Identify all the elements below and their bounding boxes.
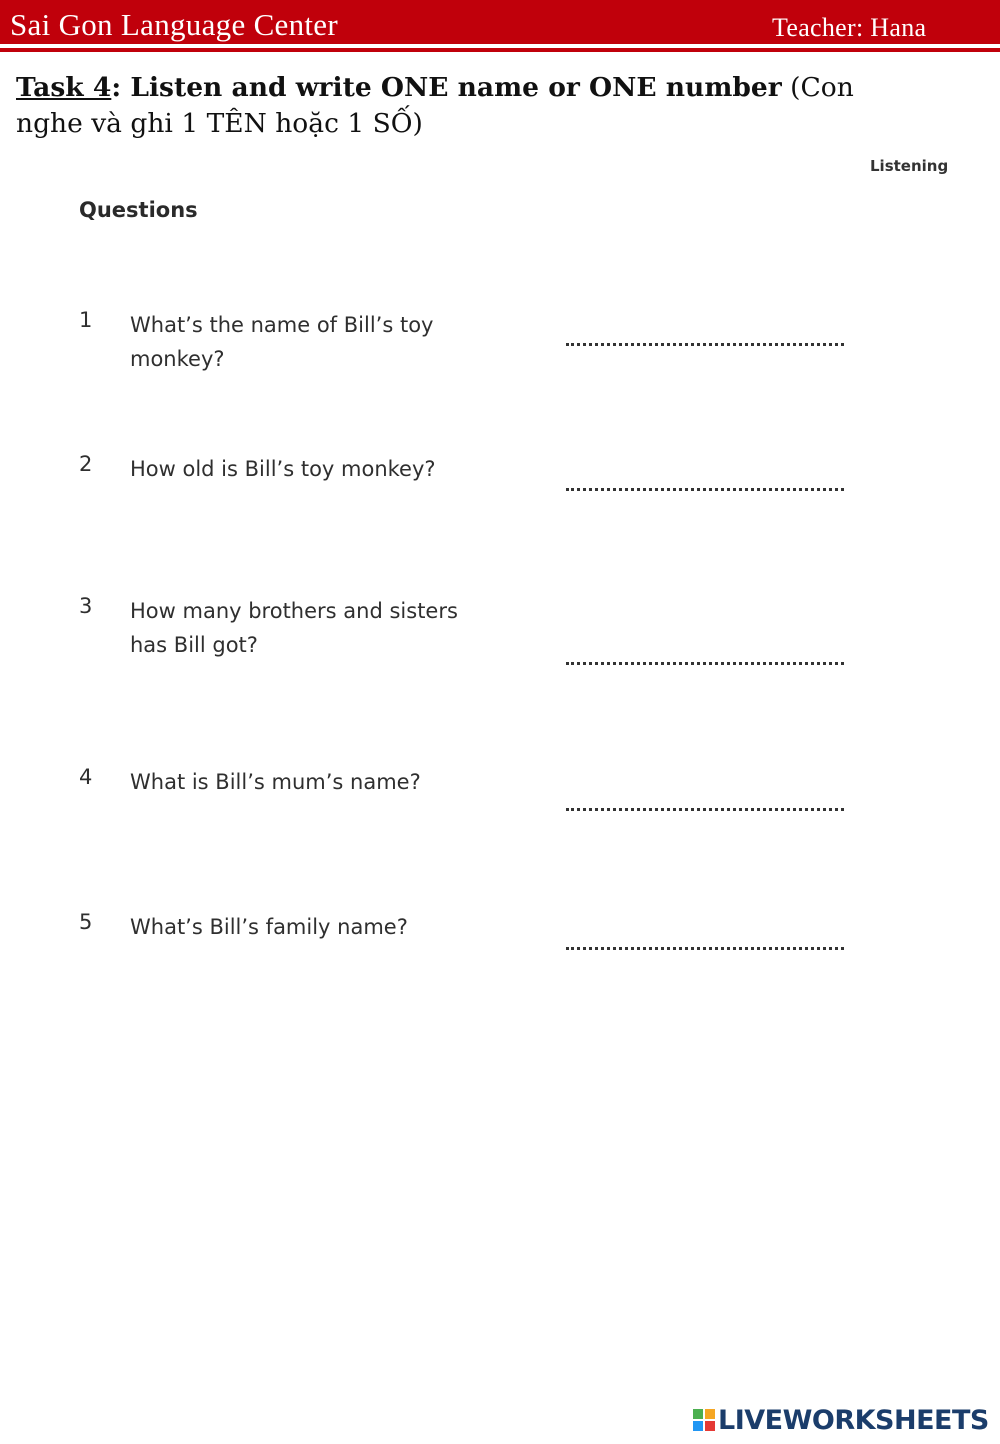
liveworksheets-logo	[693, 1402, 989, 1438]
task-separator: :	[111, 72, 131, 103]
question-text: What’s Bill’s family name?	[130, 915, 408, 939]
question-text: What’s the name of Bill’s toy monkey?	[130, 313, 434, 371]
task-instruction	[16, 70, 916, 142]
answer-line-5[interactable]	[566, 944, 844, 950]
liveworksheets-logo-icon	[693, 1409, 715, 1431]
question-number: 4	[79, 765, 93, 789]
task-label: Task 4	[16, 72, 112, 103]
question-number: 2	[79, 452, 93, 476]
question-number: 5	[79, 910, 93, 934]
answer-line-4[interactable]	[566, 805, 844, 811]
answer-line-2[interactable]	[566, 485, 844, 491]
section-label: Listening	[870, 157, 949, 175]
teacher-name: Teacher: Hana	[772, 13, 927, 42]
task-text: Listen and write ONE name or ONE number	[130, 72, 782, 103]
question-text: How many brothers and sisters has Bill got?	[130, 599, 458, 657]
header-rule	[0, 48, 1000, 52]
center-name: Sai Gon Language Center	[10, 7, 338, 42]
question-number: 3	[79, 594, 93, 618]
question-text: How old is Bill’s toy monkey?	[130, 457, 436, 481]
question-number: 1	[79, 308, 93, 332]
logo-text: LIVEWORKSHEETS	[718, 1404, 989, 1436]
task-translation: (Con nghe và ghi 1 TÊN hoặc 1 SỐ)	[16, 72, 854, 139]
questions-heading: Questions	[79, 198, 198, 222]
question-text: What is Bill’s mum’s name?	[130, 770, 421, 794]
answer-line-3[interactable]	[566, 659, 844, 665]
answer-line-1[interactable]	[566, 340, 844, 346]
